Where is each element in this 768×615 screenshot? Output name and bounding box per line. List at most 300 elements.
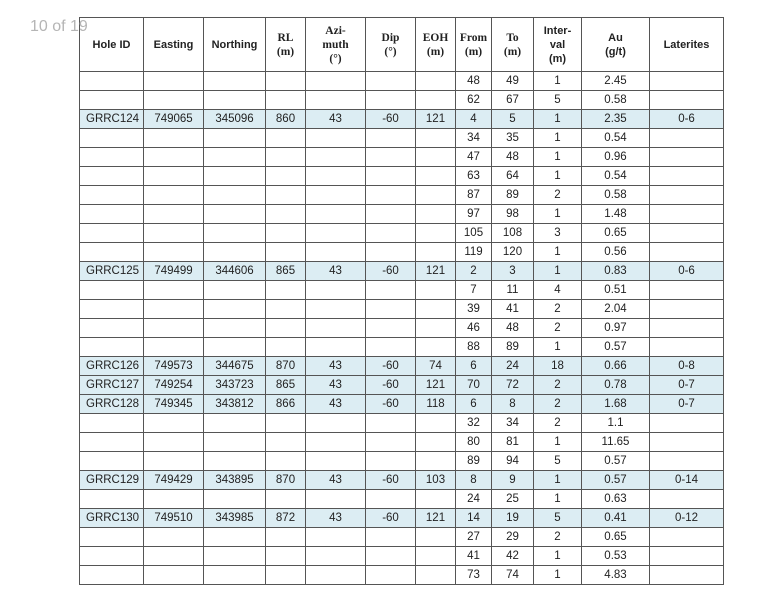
cell-easting: 749065 [144, 110, 204, 129]
cell-hole-id [80, 452, 144, 471]
cell-eoh [416, 300, 456, 319]
cell-eoh [416, 148, 456, 167]
cell-hole-id: GRRC126 [80, 357, 144, 376]
cell-from: 8 [456, 471, 492, 490]
cell-easting [144, 243, 204, 262]
cell-easting [144, 490, 204, 509]
cell-to: 35 [492, 129, 534, 148]
cell-rl [266, 300, 306, 319]
cell-hole-id [80, 528, 144, 547]
cell-rl [266, 433, 306, 452]
header-hole-id-line: Hole ID [92, 38, 131, 51]
cell-eoh [416, 224, 456, 243]
cell-from: 97 [456, 205, 492, 224]
cell-hole-id: GRRC127 [80, 376, 144, 395]
cell-to: 64 [492, 167, 534, 186]
table-row [80, 262, 724, 281]
cell-easting [144, 566, 204, 585]
cell-dip: -60 [366, 471, 416, 490]
header-eoh-line: EOH [422, 31, 449, 44]
header-northing-line: Northing [211, 38, 258, 51]
cell-interval: 5 [534, 91, 582, 110]
cell-easting [144, 148, 204, 167]
cell-easting [144, 547, 204, 566]
cell-hole-id [80, 319, 144, 338]
cell-au: 0.83 [582, 262, 650, 281]
table-row [80, 414, 724, 433]
cell-rl: 860 [266, 110, 306, 129]
table-row [80, 357, 724, 376]
cell-azimuth [306, 547, 366, 566]
cell-rl [266, 167, 306, 186]
cell-au: 0.56 [582, 243, 650, 262]
cell-hole-id [80, 547, 144, 566]
cell-hole-id [80, 72, 144, 91]
cell-laterites [650, 167, 724, 186]
cell-interval: 1 [534, 148, 582, 167]
cell-rl: 865 [266, 376, 306, 395]
cell-to: 5 [492, 110, 534, 129]
cell-dip: -60 [366, 509, 416, 528]
cell-to: 98 [492, 205, 534, 224]
cell-laterites: 0-6 [650, 262, 724, 281]
cell-interval: 1 [534, 490, 582, 509]
header-au [582, 18, 650, 72]
cell-easting [144, 319, 204, 338]
cell-interval: 2 [534, 300, 582, 319]
cell-dip [366, 186, 416, 205]
cell-northing [204, 338, 266, 357]
cell-interval: 1 [534, 205, 582, 224]
cell-laterites [650, 148, 724, 167]
cell-dip: -60 [366, 395, 416, 414]
cell-au: 0.97 [582, 319, 650, 338]
cell-northing [204, 319, 266, 338]
header-interval-line: Inter- [543, 24, 572, 37]
cell-to: 11 [492, 281, 534, 300]
cell-to: 89 [492, 186, 534, 205]
cell-northing [204, 281, 266, 300]
cell-easting [144, 224, 204, 243]
cell-northing: 343985 [204, 509, 266, 528]
cell-eoh [416, 281, 456, 300]
cell-dip [366, 566, 416, 585]
cell-eoh [416, 205, 456, 224]
cell-from: 70 [456, 376, 492, 395]
cell-northing [204, 433, 266, 452]
cell-from: 7 [456, 281, 492, 300]
cell-easting: 749429 [144, 471, 204, 490]
cell-hole-id [80, 186, 144, 205]
cell-easting: 749254 [144, 376, 204, 395]
cell-from: 32 [456, 414, 492, 433]
cell-from: 24 [456, 490, 492, 509]
cell-hole-id [80, 414, 144, 433]
header-azimuth-line: Azi- [325, 24, 346, 37]
table-row [80, 376, 724, 395]
cell-interval: 4 [534, 281, 582, 300]
cell-northing [204, 205, 266, 224]
cell-azimuth [306, 414, 366, 433]
table-row [80, 300, 724, 319]
cell-to: 24 [492, 357, 534, 376]
cell-northing: 345096 [204, 110, 266, 129]
cell-dip [366, 528, 416, 547]
cell-from: 46 [456, 319, 492, 338]
cell-to: 120 [492, 243, 534, 262]
cell-interval: 1 [534, 110, 582, 129]
cell-interval: 18 [534, 357, 582, 376]
cell-interval: 2 [534, 395, 582, 414]
header-au-line: (g/t) [605, 45, 626, 58]
cell-azimuth [306, 281, 366, 300]
cell-eoh [416, 186, 456, 205]
cell-hole-id: GRRC129 [80, 471, 144, 490]
cell-from: 88 [456, 338, 492, 357]
cell-from: 63 [456, 167, 492, 186]
header-from-line: From [459, 31, 488, 44]
cell-to: 94 [492, 452, 534, 471]
cell-azimuth: 43 [306, 262, 366, 281]
cell-northing [204, 300, 266, 319]
cell-laterites [650, 91, 724, 110]
table-row [80, 452, 724, 471]
cell-dip [366, 452, 416, 471]
cell-dip: -60 [366, 357, 416, 376]
cell-northing [204, 224, 266, 243]
header-dip-line: (°) [384, 45, 397, 58]
cell-easting [144, 72, 204, 91]
cell-easting: 749510 [144, 509, 204, 528]
cell-eoh: 103 [416, 471, 456, 490]
cell-northing: 343723 [204, 376, 266, 395]
cell-hole-id [80, 433, 144, 452]
cell-from: 62 [456, 91, 492, 110]
cell-rl [266, 452, 306, 471]
cell-laterites: 0-7 [650, 395, 724, 414]
table-row [80, 129, 724, 148]
cell-laterites [650, 243, 724, 262]
cell-easting [144, 528, 204, 547]
cell-northing: 343812 [204, 395, 266, 414]
table-body [80, 72, 724, 585]
cell-from: 6 [456, 357, 492, 376]
cell-au: 0.57 [582, 452, 650, 471]
table-row [80, 186, 724, 205]
cell-rl: 865 [266, 262, 306, 281]
cell-dip [366, 490, 416, 509]
cell-rl [266, 148, 306, 167]
header-azimuth-line: (°) [329, 52, 342, 65]
table-row [80, 433, 724, 452]
cell-hole-id [80, 300, 144, 319]
cell-hole-id [80, 205, 144, 224]
cell-dip: -60 [366, 110, 416, 129]
cell-easting [144, 452, 204, 471]
cell-au: 0.57 [582, 338, 650, 357]
cell-rl [266, 186, 306, 205]
cell-to: 72 [492, 376, 534, 395]
cell-azimuth [306, 91, 366, 110]
cell-eoh [416, 319, 456, 338]
cell-from: 47 [456, 148, 492, 167]
header-easting-line: Easting [153, 38, 194, 51]
table-row [80, 167, 724, 186]
cell-dip [366, 91, 416, 110]
table-row [80, 528, 724, 547]
cell-eoh [416, 129, 456, 148]
cell-hole-id [80, 148, 144, 167]
header-rl-line: (m) [276, 45, 295, 58]
cell-rl [266, 205, 306, 224]
cell-northing [204, 528, 266, 547]
cell-to: 48 [492, 319, 534, 338]
cell-laterites [650, 300, 724, 319]
table-header-row [80, 18, 724, 72]
cell-au: 0.78 [582, 376, 650, 395]
cell-azimuth [306, 72, 366, 91]
cell-from: 4 [456, 110, 492, 129]
cell-au: 2.35 [582, 110, 650, 129]
cell-northing [204, 490, 266, 509]
cell-rl [266, 243, 306, 262]
cell-au: 0.66 [582, 357, 650, 376]
cell-eoh [416, 452, 456, 471]
cell-azimuth [306, 433, 366, 452]
cell-from: 41 [456, 547, 492, 566]
cell-au: 0.65 [582, 528, 650, 547]
cell-rl [266, 414, 306, 433]
cell-dip: -60 [366, 262, 416, 281]
cell-azimuth [306, 186, 366, 205]
cell-laterites [650, 338, 724, 357]
header-rl [266, 18, 306, 72]
header-northing [204, 18, 266, 72]
header-to-line: To [506, 31, 519, 44]
cell-northing [204, 148, 266, 167]
cell-au: 0.58 [582, 186, 650, 205]
cell-to: 34 [492, 414, 534, 433]
cell-au: 0.58 [582, 91, 650, 110]
cell-interval: 3 [534, 224, 582, 243]
cell-eoh: 118 [416, 395, 456, 414]
cell-rl: 872 [266, 509, 306, 528]
cell-easting [144, 91, 204, 110]
cell-laterites [650, 129, 724, 148]
cell-au: 1.68 [582, 395, 650, 414]
cell-au: 0.41 [582, 509, 650, 528]
cell-interval: 1 [534, 243, 582, 262]
cell-eoh: 121 [416, 509, 456, 528]
cell-to: 41 [492, 300, 534, 319]
cell-to: 48 [492, 148, 534, 167]
cell-azimuth [306, 300, 366, 319]
cell-au: 2.04 [582, 300, 650, 319]
cell-dip [366, 167, 416, 186]
cell-laterites [650, 72, 724, 91]
cell-azimuth: 43 [306, 471, 366, 490]
cell-to: 49 [492, 72, 534, 91]
cell-easting [144, 433, 204, 452]
cell-eoh [416, 91, 456, 110]
cell-hole-id [80, 490, 144, 509]
cell-northing: 344675 [204, 357, 266, 376]
cell-azimuth [306, 338, 366, 357]
header-easting [144, 18, 204, 72]
cell-interval: 1 [534, 262, 582, 281]
header-dip-line: Dip [381, 31, 400, 44]
cell-rl: 866 [266, 395, 306, 414]
table-row [80, 224, 724, 243]
header-eoh [416, 18, 456, 72]
cell-rl [266, 91, 306, 110]
cell-hole-id [80, 243, 144, 262]
cell-eoh: 121 [416, 376, 456, 395]
cell-interval: 2 [534, 319, 582, 338]
cell-to: 74 [492, 566, 534, 585]
cell-rl: 870 [266, 357, 306, 376]
cell-hole-id [80, 91, 144, 110]
cell-northing [204, 566, 266, 585]
cell-dip [366, 547, 416, 566]
cell-rl [266, 224, 306, 243]
cell-au: 0.57 [582, 471, 650, 490]
cell-from: 39 [456, 300, 492, 319]
cell-au: 2.45 [582, 72, 650, 91]
header-rl-line: RL [277, 31, 294, 44]
table-row [80, 205, 724, 224]
cell-dip [366, 300, 416, 319]
cell-eoh [416, 528, 456, 547]
cell-rl [266, 338, 306, 357]
cell-rl [266, 566, 306, 585]
cell-to: 81 [492, 433, 534, 452]
cell-to: 25 [492, 490, 534, 509]
cell-rl [266, 547, 306, 566]
cell-azimuth [306, 319, 366, 338]
cell-rl [266, 528, 306, 547]
cell-dip [366, 129, 416, 148]
cell-hole-id [80, 224, 144, 243]
cell-laterites: 0-8 [650, 357, 724, 376]
cell-interval: 1 [534, 433, 582, 452]
cell-dip [366, 72, 416, 91]
cell-azimuth [306, 243, 366, 262]
table-row [80, 471, 724, 490]
cell-eoh [416, 433, 456, 452]
cell-from: 73 [456, 566, 492, 585]
cell-laterites [650, 528, 724, 547]
header-to [492, 18, 534, 72]
cell-rl [266, 72, 306, 91]
cell-laterites [650, 547, 724, 566]
table-row [80, 509, 724, 528]
cell-easting: 749345 [144, 395, 204, 414]
cell-hole-id: GRRC130 [80, 509, 144, 528]
cell-dip [366, 319, 416, 338]
cell-rl [266, 281, 306, 300]
cell-to: 8 [492, 395, 534, 414]
table-row [80, 243, 724, 262]
cell-laterites [650, 224, 724, 243]
cell-au: 0.54 [582, 167, 650, 186]
header-interval-line: val [549, 38, 566, 51]
cell-rl [266, 319, 306, 338]
header-dip [366, 18, 416, 72]
table-row [80, 395, 724, 414]
cell-laterites: 0-14 [650, 471, 724, 490]
cell-northing: 344606 [204, 262, 266, 281]
cell-azimuth [306, 528, 366, 547]
cell-easting: 749573 [144, 357, 204, 376]
cell-hole-id [80, 281, 144, 300]
cell-from: 48 [456, 72, 492, 91]
cell-eoh: 121 [416, 110, 456, 129]
cell-hole-id [80, 566, 144, 585]
cell-from: 2 [456, 262, 492, 281]
cell-northing: 343895 [204, 471, 266, 490]
header-interval [534, 18, 582, 72]
cell-eoh [416, 167, 456, 186]
cell-hole-id [80, 167, 144, 186]
cell-laterites [650, 205, 724, 224]
cell-from: 27 [456, 528, 492, 547]
cell-northing [204, 414, 266, 433]
cell-interval: 1 [534, 338, 582, 357]
cell-to: 42 [492, 547, 534, 566]
cell-northing [204, 91, 266, 110]
cell-eoh: 74 [416, 357, 456, 376]
cell-hole-id: GRRC128 [80, 395, 144, 414]
cell-to: 9 [492, 471, 534, 490]
cell-interval: 1 [534, 167, 582, 186]
cell-easting [144, 414, 204, 433]
cell-interval: 1 [534, 547, 582, 566]
cell-azimuth [306, 224, 366, 243]
cell-eoh [416, 566, 456, 585]
cell-interval: 5 [534, 452, 582, 471]
cell-easting [144, 300, 204, 319]
cell-dip [366, 281, 416, 300]
cell-au: 11.65 [582, 433, 650, 452]
cell-rl [266, 129, 306, 148]
cell-laterites: 0-12 [650, 509, 724, 528]
page-indicator: 10 of 19 [30, 18, 88, 35]
cell-hole-id [80, 129, 144, 148]
cell-interval: 1 [534, 566, 582, 585]
cell-hole-id [80, 338, 144, 357]
cell-azimuth: 43 [306, 395, 366, 414]
cell-rl [266, 490, 306, 509]
table-row [80, 110, 724, 129]
cell-eoh [416, 338, 456, 357]
table-row [80, 547, 724, 566]
cell-interval: 1 [534, 72, 582, 91]
cell-interval: 2 [534, 186, 582, 205]
cell-easting [144, 186, 204, 205]
cell-eoh [416, 414, 456, 433]
cell-dip [366, 205, 416, 224]
cell-to: 29 [492, 528, 534, 547]
cell-au: 1.48 [582, 205, 650, 224]
cell-easting [144, 167, 204, 186]
cell-to: 67 [492, 91, 534, 110]
table-row [80, 338, 724, 357]
drill-results-table [79, 17, 724, 585]
cell-au: 0.96 [582, 148, 650, 167]
cell-laterites [650, 281, 724, 300]
cell-rl: 870 [266, 471, 306, 490]
